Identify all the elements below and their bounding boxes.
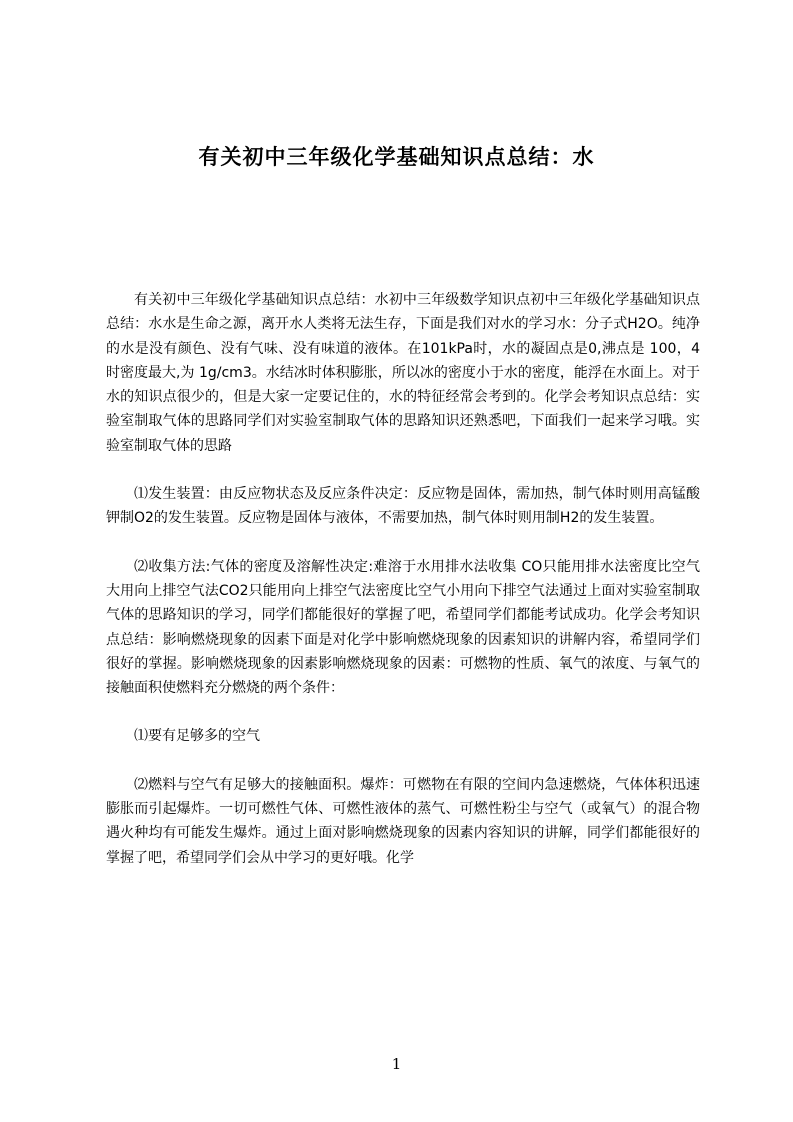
paragraph-generation-device: ⑴发生装置：由反应物状态及反应条件决定：反应物是固体，需加热，制气体时则用高锰酸钾制O2的发生装置。反应物是固体与液体，不需要加热，制气体时则用制H2的发生装置。 xyxy=(106,486,700,527)
paragraph-condition-contact-area: ⑵燃料与空气有足够大的接触面积。爆炸：可燃物在有限的空间内急速燃烧，气体体积迅速膨胀而引起爆炸。一切可燃性气体、可燃性液体的蒸气、可燃性粉尘与空气（或氧气）的混合物遇火种均有可能发生爆炸。通过上面对影响燃烧现象的因素内容知识的讲解，同学们都能很好的掌握了吧，希望同学们会从中学习的更好哦。化学 xyxy=(106,776,700,866)
paragraph-collection-method: ⑵收集方法:气体的密度及溶解性决定:难溶于水用排水法收集 CO只能用排水法密度比空气大用向上排空气法CO2只能用向上排空气法密度比空气小用向下排空气法通过上面对实验室制取气体的思路知识的学习，同学们都能很好的掌握了吧，希望同学们都能考试成功。化学会考知识点总结：影响燃烧现象的因素下面是对化学中影响燃烧现象的因素知识的讲解内容，希望同学们很好的掌握。影响燃烧现象的因素影响燃烧现象的因素：可燃物的性质、氧气的浓度、与氧气的接触面积使燃料充分燃烧的两个条件： xyxy=(106,558,700,697)
page-number: 1 xyxy=(391,1055,402,1073)
paragraph-intro: 有关初中三年级化学基础知识点总结：水初中三年级数学知识点初中三年级化学基础知识点总结：水水是生命之源，离开水人类将无法生存，下面是我们对水的学习水：分子式H2O。纯净的水是没有颜色、没有气味、没有味道的液体。在101kPa时，水的凝固点是0,沸点是 100，4时密度最大,为 1g/cm3。水结冰时体积膨胀，所以冰的密度小于水的密度，能浮在水面上。对于水的知识点很少的，但是大家一定要记住的，水的特征经常会考到的。化学会考知识点总结：实验室制取气体的思路同学们对实验室制取气体的思路知识还熟悉吧，下面我们一起来学习哦。实验室制取气体的思路 xyxy=(106,292,700,454)
document-body xyxy=(106,288,700,894)
document-title: 有关初中三年级化学基础知识点总结：水 xyxy=(198,145,595,169)
paragraph-condition-air: ⑴要有足够多的空气 xyxy=(134,728,260,745)
